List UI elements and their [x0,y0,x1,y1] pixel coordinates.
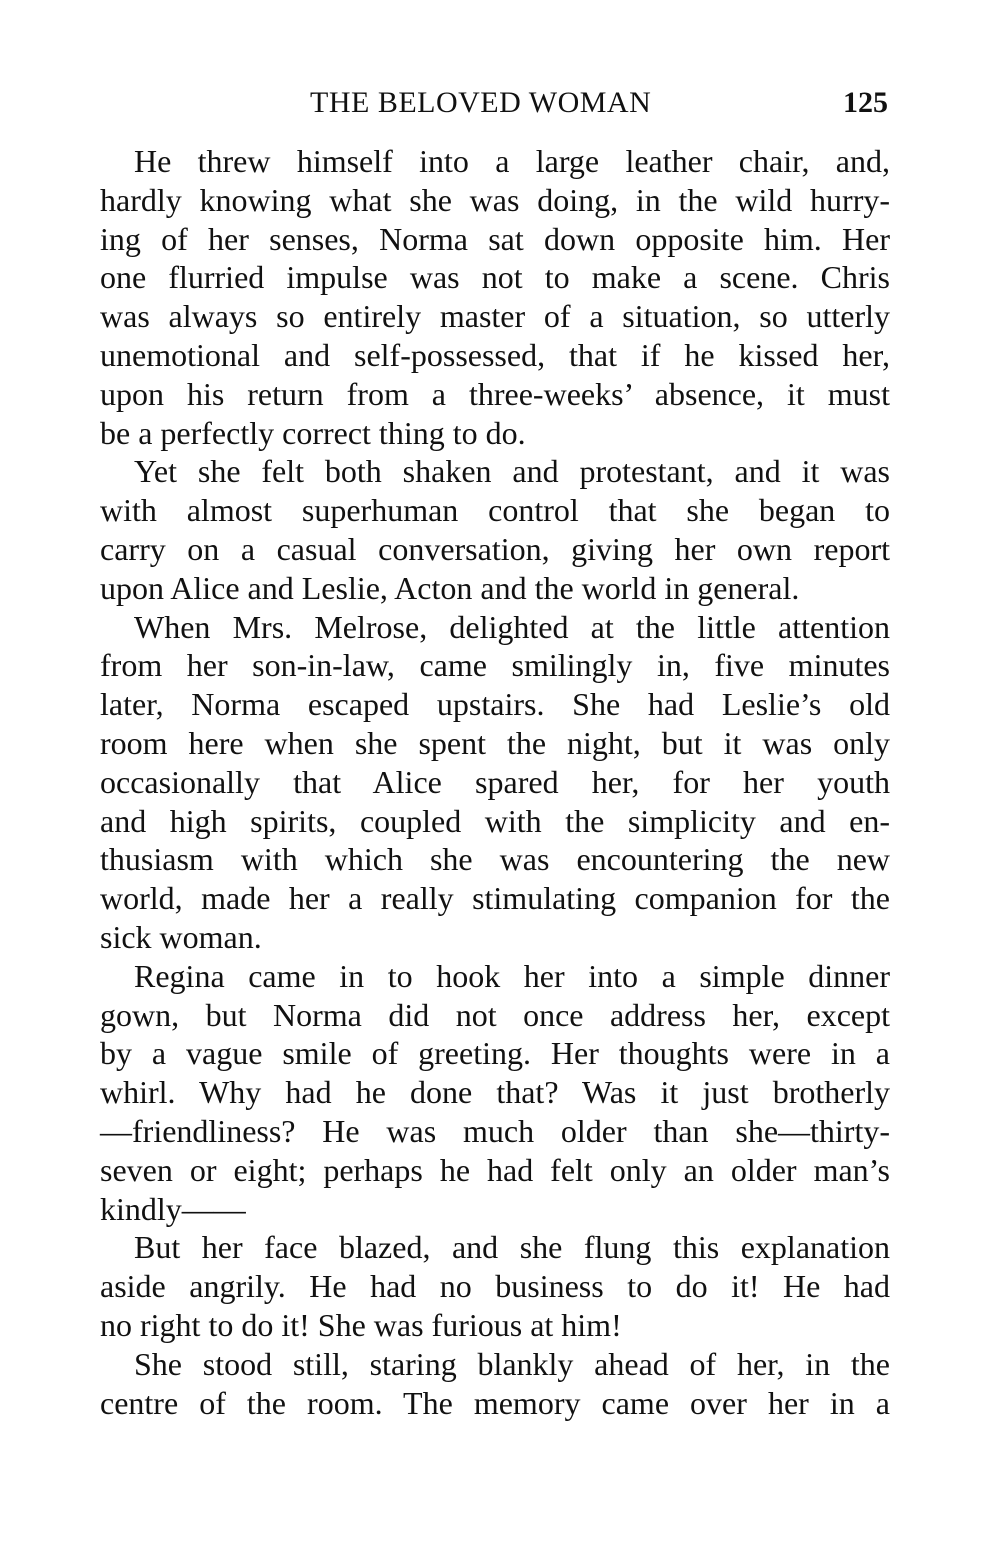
text-line: be a perfectly correct thing to do. [100,414,526,451]
text-line: Yet she felt both shaken and protestant, and it was [134,453,890,490]
text-line: When Mrs. Melrose, delighted at the little attention [134,608,890,645]
text-line: one flurried impulse was not to make a scene. Chris [100,259,890,296]
text-line: ing of her senses, Norma sat down opposite him. Her [100,220,890,257]
text-line: upon Alice and Leslie, Acton and the world in general. [100,569,800,606]
text-line: unemotional and self-possessed, that if he kissed her, [100,336,890,373]
text-line: seven or eight; perhaps he had felt only an older man’s [100,1151,890,1188]
text-line: She stood still, staring blankly ahead of her, in the [134,1345,890,1382]
text-line: no right to do it! She was furious at him! [100,1306,622,1343]
text-line: whirl. Why had he done that? Was it just brotherly [100,1074,890,1111]
text-line: centre of the room. The memory came over her in a [100,1384,890,1421]
text-line: and high spirits, coupled with the simplicity and en- [100,802,890,839]
text-line: was always so entirely master of a situation, so utterly [100,298,890,335]
text-line: aside angrily. He had no business to do it! He had [100,1268,890,1305]
text-line: —friendliness? He was much older than she—thirty- [100,1112,890,1149]
page-number: 125 [843,86,888,119]
text-line: room here when she spent the night, but it was only [100,724,890,761]
text-line: occasionally that Alice spared her, for her youth [100,763,890,800]
text-line: from her son-in-law, came smilingly in, five minutes [100,647,890,684]
text-line: by a vague smile of greeting. Her thoughts were in a [100,1035,890,1072]
text-line: kindly—— [100,1190,246,1227]
text-line: hardly knowing what she was doing, in the wild hurry- [100,181,890,218]
text-line: with almost superhuman control that she began to [100,492,890,529]
text-line: upon his return from a three-weeks’ absence, it must [100,375,890,412]
text-line: later, Norma escaped upstairs. She had Leslie’s old [100,686,890,723]
running-head [100,86,890,126]
text-line: He threw himself into a large leather chair, and, [134,143,890,179]
text-line: Regina came in to hook her into a simple dinner [134,957,890,994]
text-line: But her face blazed, and she flung this explanation [134,1229,890,1266]
text-line: carry on a casual conversation, giving her own report [100,530,890,567]
text-line: world, made her a really stimulating companion for the [100,880,890,917]
text-line: thusiasm with which she was encountering the new [100,841,890,878]
body-text [100,142,890,1422]
running-title: THE BELOVED WOMAN [310,86,652,119]
text-line: gown, but Norma did not once address her, except [100,996,890,1033]
text-line: sick woman. [100,918,262,955]
